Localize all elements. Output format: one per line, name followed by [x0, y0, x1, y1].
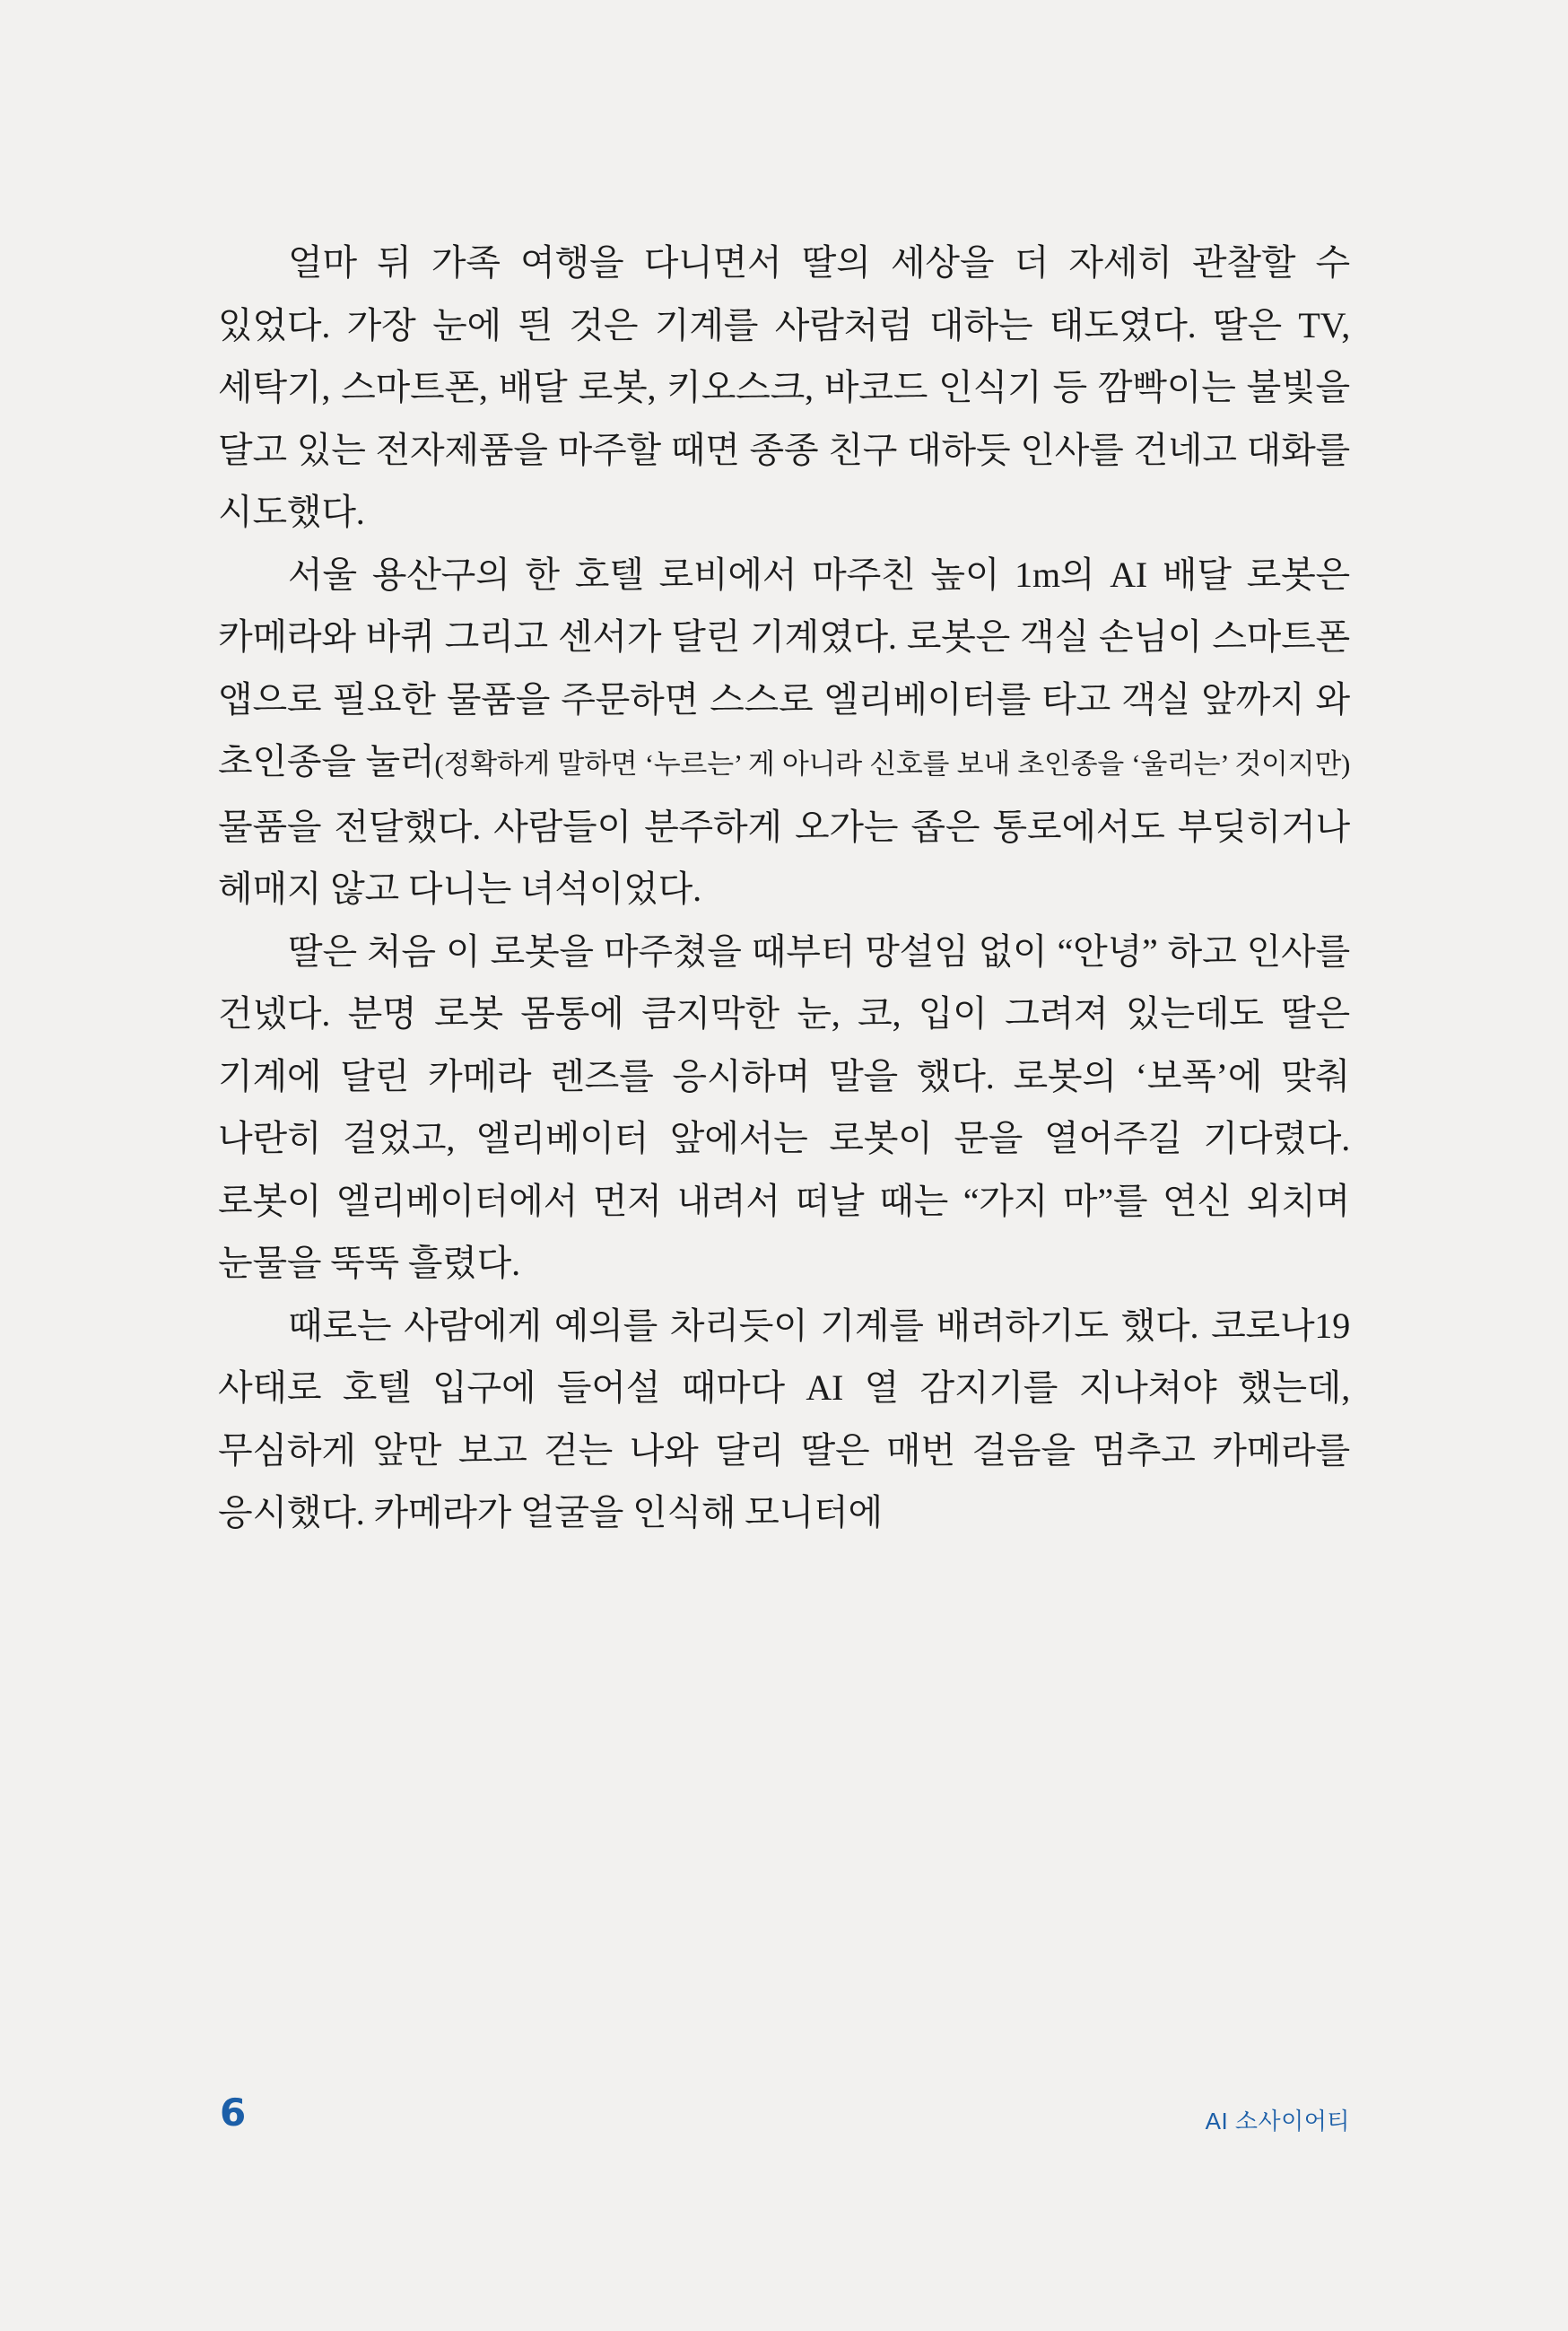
running-book-title: AI 소사이어티: [1205, 2108, 1350, 2135]
paragraph-2-part-1: 서울 용산구의 한 호텔 로비에서 마주친 높이 1m의 AI 배달 로봇은 카메라와 바퀴 그리고 센서가 달린 기계였다. 로봇은 객실 손님이 스마트폰 앱으로 필요한 물품을 주문하면 스스로 엘리베이터를 타고 객실 앞까지 와 초인종을 눌러: [218, 554, 1350, 781]
paragraph-4: 때로는 사람에게 예의를 차리듯이 기계를 배려하기도 했다. 코로나19 사태로 호텔 입구에 들어설 때마다 AI 열 감지기를 지나쳐야 했는데, 무심하게 앞만 보고 걷는 나와 달리 딸은 매번 걸음을 멈추고 카메라를 응시했다. 카메라가 얼굴을 인식해 모니터에: [218, 1305, 1350, 1532]
paragraph-2: [218, 544, 1350, 921]
page-footer: [0, 2091, 1568, 2198]
paragraph-1: 얼마 뒤 가족 여행을 다니면서 딸의 세상을 더 자세히 관찰할 수 있었다. 가장 눈에 띈 것은 기계를 사람처럼 대하는 태도였다. 딸은 TV, 세탁기, 스마트폰, 배달 로봇, 키오스크, 바코드 인식기 등 깜빡이는 불빛을 달고 있는 전자제품을 마주할 때면 종종 친구 대하듯 인사를 건네고 대화를 시도했다.: [218, 242, 1350, 532]
paragraph-3: 딸은 처음 이 로봇을 마주쳤을 때부터 망설임 없이 “안녕” 하고 인사를 건넸다. 분명 로봇 몸통에 큼지막한 눈, 코, 입이 그려져 있는데도 딸은 기계에 달린 카메라 렌즈를 응시하며 말을 했다. 로봇의 ‘보폭’에 맞춰 나란히 걸었고, 엘리베이터 앞에서는 로봇이 문을 열어주길 기다렸다. 로봇이 엘리베이터에서 먼저 내려서 떠날 때는 “가지 마”를 연신 외치며 눈물을 뚝뚝 흘렸다.: [218, 930, 1350, 1283]
page-number: 6: [220, 2091, 247, 2135]
paragraph-2-part-2: 물품을 전달했다. 사람들이 분주하게 오가는 좁은 통로에서도 부딪히거나 헤매지 않고 다니는 녀석이었다.: [218, 806, 1350, 909]
body-text-column: [218, 231, 1350, 1544]
paragraph-2-inline-note: (정확하게 말하면 ‘누르는’ 게 아니라 신호를 보내 초인종을 ‘울리는’ 것이지만): [434, 748, 1350, 780]
